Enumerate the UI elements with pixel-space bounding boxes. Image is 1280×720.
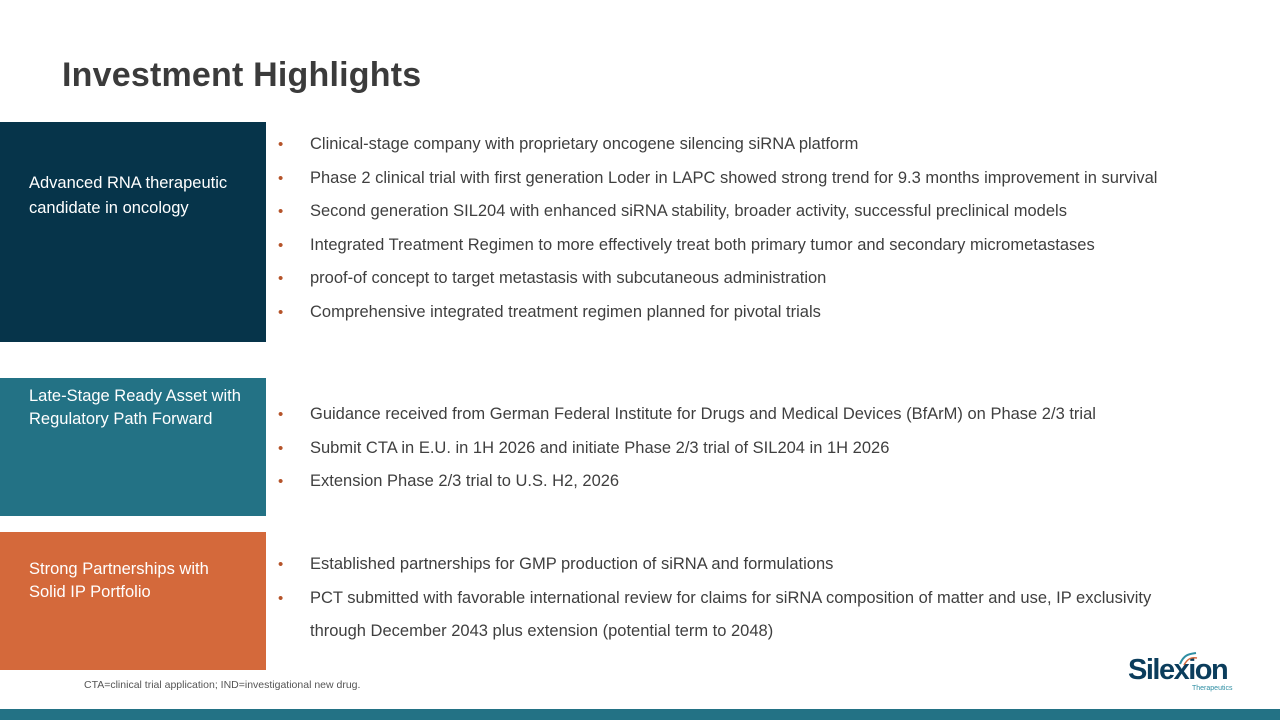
- page-title: Investment Highlights: [62, 56, 422, 94]
- bullet-list-advanced-rna: [278, 128, 1198, 329]
- bullet-list-late-stage: [278, 398, 1198, 499]
- list-item: • Extension Phase 2/3 trial to U.S. H2, 2026: [278, 465, 1198, 499]
- bullet-list-partnerships: [278, 548, 1198, 649]
- logo-tagline: Therapeutics: [1192, 685, 1233, 692]
- footer-bar: [0, 709, 1280, 720]
- logo-helix-icon: [1178, 652, 1198, 666]
- bullet-icon: •: [278, 236, 284, 254]
- bullet-icon: •: [278, 589, 284, 607]
- list-item: • Clinical-stage company with proprietary oncogene silencing siRNA platform: [278, 128, 1198, 162]
- bullet-icon: •: [278, 406, 284, 423]
- section-label-advanced-rna: Advanced RNA therapeutic candidate in oncology: [0, 122, 266, 342]
- logo-wordmark: Silexion: [1128, 654, 1228, 686]
- bullet-icon: •: [278, 270, 284, 287]
- footnote: CTA=clinical trial application; IND=investigational new drug.: [84, 679, 361, 691]
- list-item: • PCT submitted with favorable international review for claims for siRNA composition of matter and use, IP exclusivity through December 2043 plus extension (potential term to 2048): [278, 582, 1198, 649]
- list-item: • Integrated Treatment Regimen to more effectively treat both primary tumor and secondary micrometastases: [278, 229, 1198, 263]
- bullet-icon: •: [278, 136, 284, 153]
- section-label-partnerships: Strong Partnerships with Solid IP Portfolio: [0, 532, 266, 670]
- list-item: • Phase 2 clinical trial with first generation Loder in LAPC showed strong trend for 9.3 months improvement in survival: [278, 162, 1198, 196]
- company-logo: [1126, 654, 1233, 694]
- list-item: • Guidance received from German Federal Institute for Drugs and Medical Devices (BfArM) on Phase 2/3 trial: [278, 398, 1198, 432]
- list-item: • proof-of concept to target metastasis with subcutaneous administration: [278, 262, 1198, 296]
- bullet-icon: •: [278, 439, 284, 457]
- bullet-icon: •: [278, 169, 284, 187]
- list-item: • Comprehensive integrated treatment regimen planned for pivotal trials: [278, 296, 1198, 330]
- bullet-icon: •: [278, 473, 284, 490]
- list-item: • Submit CTA in E.U. in 1H 2026 and initiate Phase 2/3 trial of SIL204 in 1H 2026: [278, 432, 1198, 466]
- bullet-icon: •: [278, 556, 284, 573]
- bullet-icon: •: [278, 203, 284, 220]
- bullet-icon: •: [278, 303, 284, 321]
- list-item: • Second generation SIL204 with enhanced siRNA stability, broader activity, successful preclinical models: [278, 195, 1198, 229]
- section-label-late-stage: Late-Stage Ready Asset with Regulatory Path Forward: [0, 378, 266, 516]
- list-item: • Established partnerships for GMP production of siRNA and formulations: [278, 548, 1198, 582]
